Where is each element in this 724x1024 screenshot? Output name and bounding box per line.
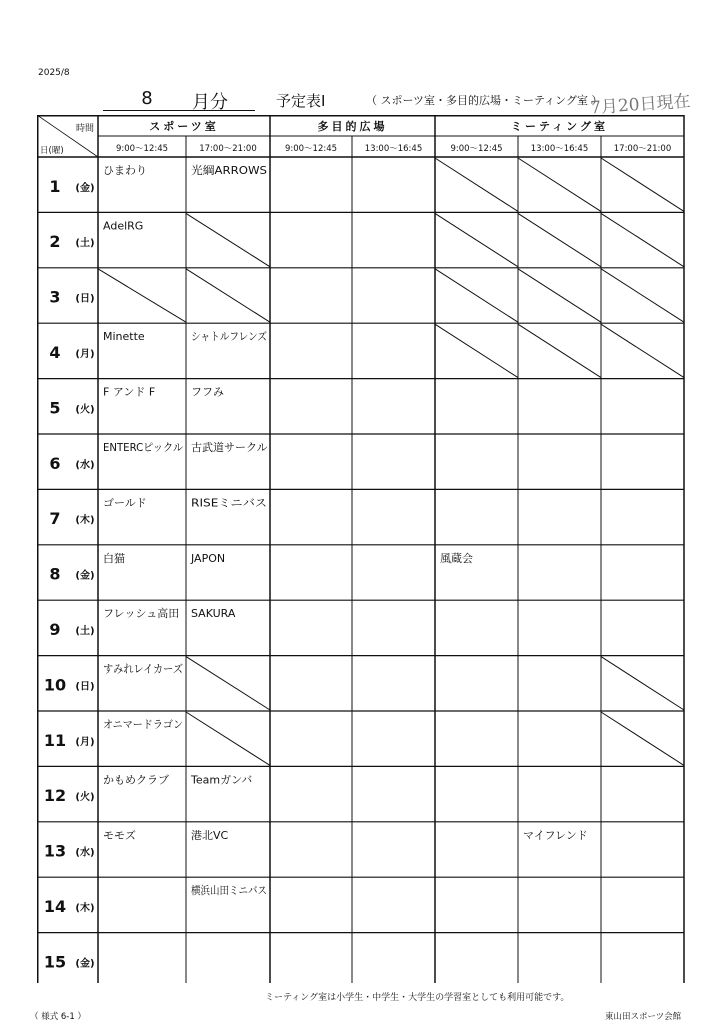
booking-entry: 古武道サークル bbox=[191, 441, 268, 454]
weekday: (水) bbox=[75, 847, 95, 859]
footer-note: ミーティング室は小学生・中学生・大学生の学習室としても利用可能です。 bbox=[265, 993, 570, 1003]
day-number: 4 bbox=[49, 343, 61, 363]
unavailable-slash bbox=[186, 712, 270, 765]
month-number: 8 bbox=[141, 88, 153, 109]
unavailable-slash bbox=[435, 324, 518, 377]
booking-entry: シャトルフレンズ bbox=[191, 330, 267, 344]
slot-label: 13:00～16:45 bbox=[364, 144, 423, 154]
month-underline bbox=[103, 110, 255, 111]
day-number: 5 bbox=[49, 398, 61, 418]
status-handwritten-note: 7月20日現在 bbox=[589, 91, 692, 119]
day-number: 13 bbox=[43, 841, 67, 861]
unavailable-slash bbox=[186, 657, 270, 710]
room-name-2: ミーティング室 bbox=[511, 120, 608, 133]
day-number: 11 bbox=[43, 730, 67, 750]
booking-entry: JAPON bbox=[191, 551, 226, 565]
room-name-0: スポーツ室 bbox=[149, 120, 219, 133]
day-number: 7 bbox=[49, 509, 61, 529]
unavailable-slash bbox=[518, 269, 601, 322]
weekday: (金) bbox=[75, 570, 95, 582]
unavailable-slash bbox=[186, 213, 270, 266]
booking-entry: Minette bbox=[103, 330, 145, 344]
day-number: 8 bbox=[49, 564, 61, 584]
day-number: 3 bbox=[49, 287, 61, 307]
unavailable-slash bbox=[601, 324, 684, 377]
room-name-1: 多目的広場 bbox=[317, 120, 388, 133]
month-unit: 月分 bbox=[192, 92, 228, 113]
unavailable-slash bbox=[601, 158, 684, 211]
booking-entry: F アンド F bbox=[103, 385, 156, 399]
booking-entry: ENTERCピックル bbox=[103, 441, 183, 454]
organization-name: 東山田スポーツ会館 bbox=[605, 1012, 682, 1022]
slot-label: 9:00～12:45 bbox=[450, 144, 503, 154]
unavailable-slash bbox=[601, 657, 684, 710]
slot-label: 13:00～16:45 bbox=[530, 144, 589, 154]
booking-entry: 白猫 bbox=[103, 551, 125, 565]
corner-time-label: 時間 bbox=[75, 124, 94, 134]
weekday: (日) bbox=[75, 681, 95, 693]
schedule-title: 予定表Ⅰ bbox=[276, 92, 326, 110]
day-number: 10 bbox=[43, 675, 67, 695]
schedule-table bbox=[37, 115, 688, 983]
weekday: (水) bbox=[75, 459, 95, 471]
booking-entry: 光綱ARROWS bbox=[191, 164, 263, 177]
corner-day-label: 日(曜) bbox=[40, 146, 64, 156]
form-code: （ 様式 6-1 ） bbox=[30, 1012, 86, 1022]
unavailable-slash bbox=[435, 213, 518, 266]
unavailable-slash bbox=[601, 712, 684, 765]
booking-entry: すみれレイカーズ bbox=[103, 662, 183, 676]
booking-entry: モモズ bbox=[103, 828, 136, 842]
unavailable-slash bbox=[435, 158, 518, 211]
booking-entry: RISEミニバス bbox=[191, 496, 267, 510]
day-number: 9 bbox=[49, 620, 61, 640]
slot-label: 17:00～21:00 bbox=[199, 144, 257, 154]
booking-entry: SAKURA bbox=[191, 607, 236, 621]
unavailable-slash bbox=[518, 158, 601, 211]
weekday: (火) bbox=[75, 404, 95, 416]
weekday: (月) bbox=[75, 349, 95, 361]
booking-entry: 横浜山田ミニバス bbox=[191, 884, 279, 898]
weekday: (土) bbox=[75, 238, 95, 250]
booking-entry: マイフレンド bbox=[523, 828, 588, 842]
booking-entry: ゴールド bbox=[103, 496, 147, 510]
slot-label: 9:00～12:45 bbox=[115, 144, 169, 154]
unavailable-slash bbox=[98, 269, 186, 322]
booking-entry: ひまわり bbox=[103, 164, 147, 177]
unavailable-slash bbox=[518, 213, 601, 266]
weekday: (木) bbox=[75, 903, 95, 915]
booking-entry: フフみ bbox=[191, 385, 224, 399]
rooms-note: （ スポーツ室・多目的広場・ミーティング室 ） bbox=[366, 94, 603, 107]
booking-entry: かもめクラブ bbox=[103, 773, 169, 787]
booking-entry: Teamガンバ bbox=[191, 773, 253, 787]
weekday: (日) bbox=[75, 293, 95, 305]
weekday: (木) bbox=[75, 515, 95, 527]
unavailable-slash bbox=[186, 269, 270, 322]
weekday: (月) bbox=[75, 736, 95, 748]
slot-label: 17:00～21:00 bbox=[613, 144, 672, 154]
day-number: 15 bbox=[43, 952, 67, 972]
table-border bbox=[38, 116, 684, 983]
unavailable-slash bbox=[601, 213, 684, 266]
slot-label: 9:00～12:45 bbox=[284, 144, 338, 154]
day-number: 2 bbox=[49, 232, 61, 252]
unavailable-slash bbox=[518, 324, 601, 377]
booking-entry: AdelRG bbox=[103, 219, 144, 233]
day-number: 6 bbox=[49, 453, 61, 473]
booking-entry: 港北VC bbox=[191, 828, 229, 842]
weekday: (火) bbox=[75, 792, 95, 804]
day-number: 1 bbox=[49, 176, 61, 196]
booking-entry: オニマードラゴン bbox=[103, 718, 183, 731]
booking-entry: 風蔵会 bbox=[440, 551, 473, 565]
weekday: (金) bbox=[75, 182, 95, 194]
weekday: (金) bbox=[75, 958, 95, 970]
day-number: 12 bbox=[43, 786, 67, 806]
date-tag: 2025/8 bbox=[38, 68, 70, 78]
day-number: 14 bbox=[43, 897, 67, 917]
booking-entry: フレッシュ高田 bbox=[103, 607, 180, 621]
unavailable-slash bbox=[601, 269, 684, 322]
unavailable-slash bbox=[435, 269, 518, 322]
weekday: (土) bbox=[75, 626, 95, 638]
